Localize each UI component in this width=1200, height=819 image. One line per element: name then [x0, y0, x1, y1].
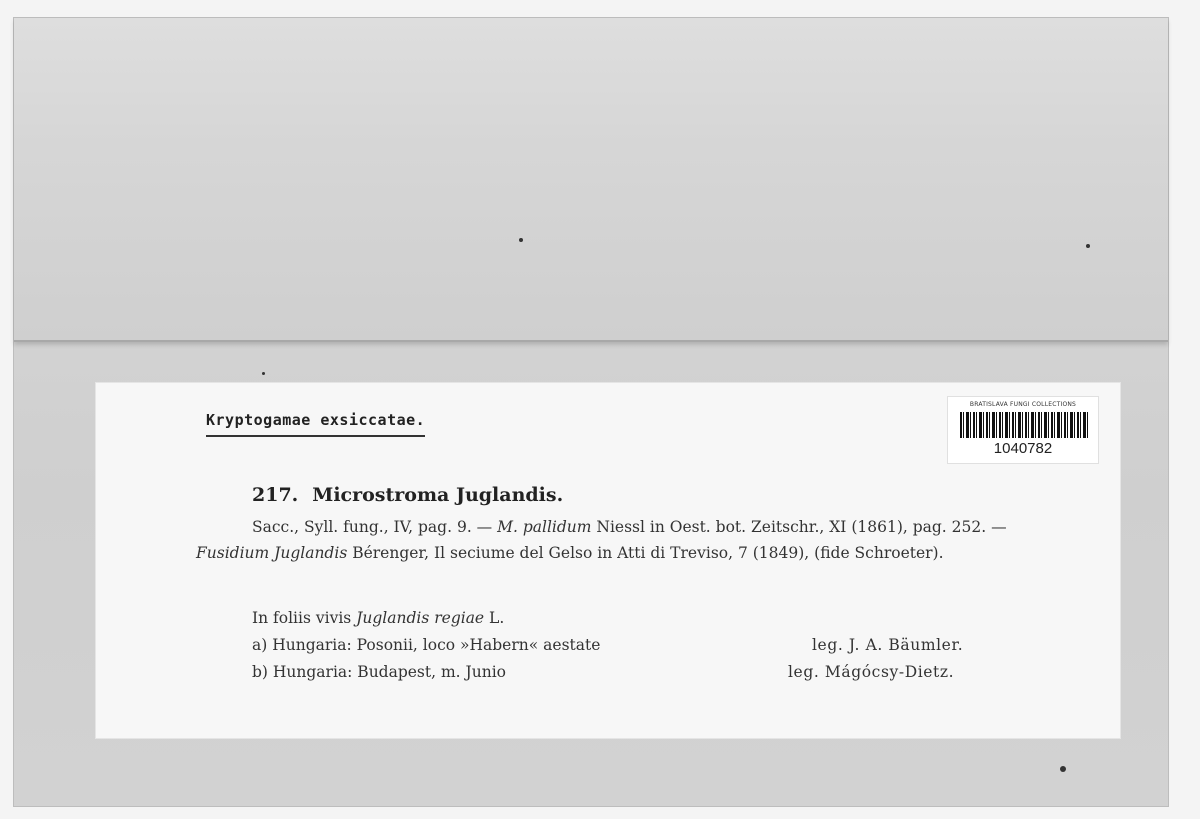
citation-text: Niessl in Oest. bot. Zeitschr., XI (1861), pag. 252. —	[591, 518, 1007, 536]
synonym-name: M. pallidum	[497, 518, 592, 536]
entry-number: 217.	[252, 484, 299, 506]
barcode-icon	[960, 412, 1088, 438]
envelope-flap	[14, 18, 1168, 342]
citation-text: Bérenger, Il seciume del Gelso in Atti di Treviso, 7 (1849), (fide Schroeter).	[347, 544, 944, 562]
barcode-header: BRATISLAVA FUNGI COLLECTIONS	[969, 401, 1077, 408]
habitat-line	[252, 609, 504, 627]
locality-b: b) Hungaria: Budapest, m. Junio	[252, 663, 506, 681]
paper-speck	[1086, 244, 1090, 248]
host-name: Juglandis regiae	[356, 609, 485, 627]
paper-speck	[262, 372, 265, 375]
species-name: Microstroma Juglandis.	[312, 484, 564, 506]
citation-text: Sacc., Syll. fung., IV, pag. 9. —	[252, 518, 498, 536]
paper-speck	[519, 238, 523, 242]
collector-a: leg. J. A. Bäumler.	[812, 636, 964, 654]
herbarium-label	[96, 383, 1120, 738]
habitat-text: In foliis vivis	[252, 609, 357, 627]
locality-a: a) Hungaria: Posonii, loco »Habern« aestate	[252, 636, 601, 654]
collector-b: leg. Mágócsy-Dietz.	[788, 663, 955, 681]
series-title: Kryptogamae exsiccatae.	[206, 411, 425, 437]
paper-speck	[1060, 766, 1066, 772]
barcode-sticker	[948, 397, 1098, 463]
habitat-text: L.	[484, 609, 505, 627]
citation-paragraph	[196, 514, 1026, 566]
synonym-name: Fusidium Juglandis	[196, 544, 348, 562]
entry-heading	[252, 484, 563, 506]
barcode-number: 1040782	[993, 440, 1053, 457]
